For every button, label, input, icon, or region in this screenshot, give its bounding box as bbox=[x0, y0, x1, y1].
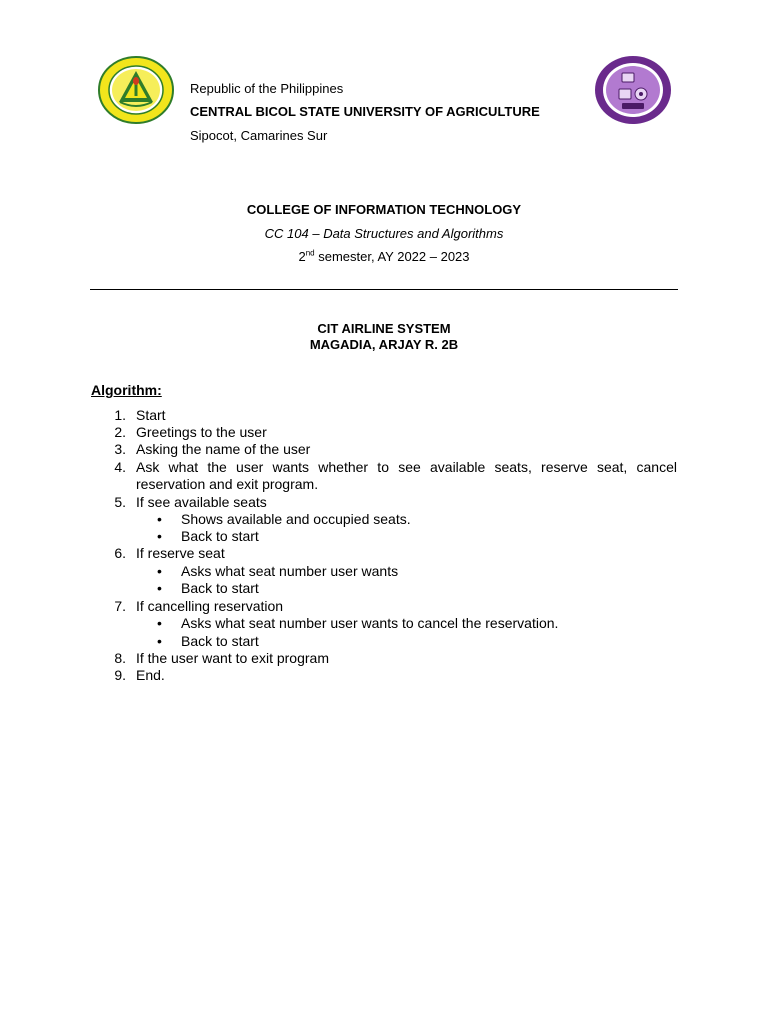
step-text: Greetings to the user bbox=[136, 424, 267, 440]
bullet-icon: • bbox=[157, 511, 162, 527]
university-location: Sipocot, Camarines Sur bbox=[190, 128, 328, 143]
project-title: CIT AIRLINE SYSTEM bbox=[317, 321, 451, 336]
project-author: MAGADIA, ARJAY R. 2B bbox=[309, 337, 459, 352]
step-number: 4. bbox=[114, 459, 126, 475]
bullet-icon: • bbox=[157, 633, 162, 649]
sub-step-text: Back to start bbox=[181, 528, 259, 544]
sub-step-text: Back to start bbox=[181, 633, 259, 649]
step-number: 6. bbox=[114, 545, 126, 561]
semester-line bbox=[0, 249, 768, 264]
country-label: Republic of the Philippines bbox=[190, 81, 344, 96]
step-text: Start bbox=[136, 407, 166, 423]
step-number: 1. bbox=[114, 407, 126, 423]
step-number: 7. bbox=[114, 598, 126, 614]
step-number: 8. bbox=[114, 650, 126, 666]
university-seal-icon bbox=[98, 56, 174, 124]
step-text: If see available seats bbox=[136, 494, 267, 510]
step-number: 9. bbox=[114, 667, 126, 683]
college-name: COLLEGE OF INFORMATION TECHNOLOGY bbox=[246, 202, 522, 217]
step-text: End. bbox=[136, 667, 165, 683]
step-text: Asking the name of the user bbox=[136, 441, 311, 457]
semester-text: semester, AY 2022 – 2023 bbox=[314, 249, 470, 264]
sub-step-text: Shows available and occupied seats. bbox=[181, 511, 411, 527]
sub-step-text: Asks what seat number user wants bbox=[181, 563, 399, 579]
bullet-icon: • bbox=[157, 563, 162, 579]
bullet-icon: • bbox=[157, 528, 162, 544]
step-number: 3. bbox=[114, 441, 126, 457]
step-text: If the user want to exit program bbox=[136, 650, 329, 666]
sub-step-text: Asks what seat number user wants to cancel the reservation. bbox=[181, 615, 559, 631]
university-name: CENTRAL BICOL STATE UNIVERSITY OF AGRICULTURE bbox=[190, 104, 540, 119]
semester-suffix: nd bbox=[305, 248, 315, 258]
bullet-icon: • bbox=[157, 615, 162, 631]
bullet-icon: • bbox=[157, 580, 162, 596]
step-text: Ask what the user wants whether to see available seats, reserve seat, cancel reservation and exit program. bbox=[136, 459, 677, 492]
step-number: 2. bbox=[114, 424, 126, 440]
step-number: 5. bbox=[114, 494, 126, 510]
sub-step-text: Back to start bbox=[181, 580, 259, 596]
step-text: If reserve seat bbox=[136, 545, 225, 561]
semester-number: 2 bbox=[298, 249, 306, 264]
step-text: If cancelling reservation bbox=[136, 598, 284, 614]
college-it-seal-icon bbox=[594, 55, 672, 125]
course-subject: CC 104 – Data Structures and Algorithms bbox=[264, 226, 504, 241]
header-divider bbox=[90, 289, 678, 290]
algorithm-heading: Algorithm: bbox=[91, 382, 162, 398]
